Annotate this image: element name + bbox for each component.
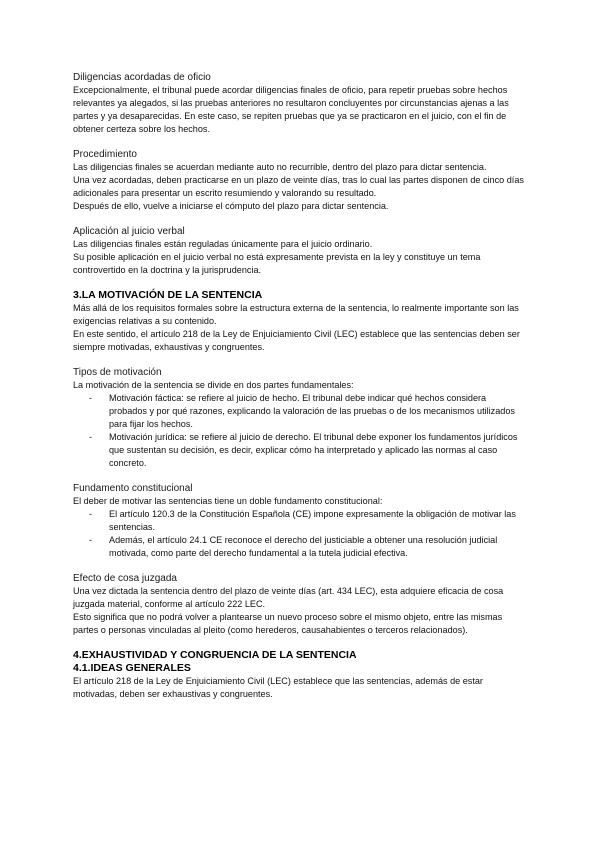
tipos-list — [73, 392, 525, 470]
subsection-title-procedimiento: Procedimiento — [73, 149, 137, 160]
subsection-title-diligencias: Diligencias acordadas de oficio — [73, 72, 211, 83]
subsection-title-aplicacion: Aplicación al juicio verbal — [73, 226, 185, 237]
list-item-text: El artículo 120.3 de la Constitución Española (CE) impone expresamente la obligación de motivar las sentencias. — [109, 509, 516, 532]
paragraph: Las diligencias finales están reguladas únicamente para el juicio ordinario. — [73, 239, 373, 249]
fundamento-list — [73, 508, 525, 560]
paragraph: Una vez dictada la sentencia dentro del plazo de veinte días (art. 434 LEC), esta adquiere eficacia de cosa juzgada material, conforme al artículo 222 LEC. — [73, 586, 504, 609]
subsection-title-cosa-juzgada: Efecto de cosa juzgada — [73, 573, 177, 584]
dash-bullet: - — [89, 509, 93, 519]
section-heading-motivacion: 3.LA MOTIVACIÓN DE LA SENTENCIA — [73, 289, 263, 301]
list-item — [73, 431, 525, 470]
list-item — [73, 534, 525, 560]
list-item — [73, 508, 525, 534]
dash-bullet: - — [89, 393, 93, 403]
paragraph: El deber de motivar las sentencias tiene un doble fundamento constitucional: — [73, 496, 383, 506]
section-heading-exhaustividad: 4.EXHAUSTIVIDAD Y CONGRUENCIA DE LA SENTENCIA — [73, 649, 357, 661]
document-body — [73, 71, 525, 701]
list-item — [73, 392, 525, 431]
dash-bullet: - — [89, 432, 93, 442]
paragraph: El artículo 218 de la Ley de Enjuiciamiento Civil (LEC) establece que las sentencias, además de estar motivadas, deben ser exhaustivas y congruentes. — [73, 676, 483, 699]
subsection-title-fundamento: Fundamento constitucional — [73, 483, 193, 494]
subsection-title-tipos: Tipos de motivación — [73, 367, 162, 378]
paragraph: Más allá de los requisitos formales sobre la estructura externa de la sentencia, lo realmente importante son las exigencias relativas a su contenido. — [73, 303, 519, 326]
list-item-text: Además, el artículo 24.1 CE reconoce el derecho del justiciable a obtener una resolución judicial motivada, como parte del derecho fundamental a la tutela judicial efectiva. — [109, 535, 498, 558]
paragraph: Después de ello, vuelve a iniciarse el cómputo del plazo para dictar sentencia. — [73, 201, 389, 211]
paragraph: Excepcionalmente, el tribunal puede acordar diligencias finales de oficio, para repetir pruebas sobre hechos relevantes ya alegados, si las pruebas anteriores no resultaron concluyentes por circunstancias ajenas a las partes y ya desaparecidas. En este caso, se repiten pruebas que ya se practicaron en el juicio, con el fin de obtener certeza sobre los hechos. — [73, 85, 509, 134]
list-item-text: Motivación fáctica: se refiere al juicio de hecho. El tribunal debe indicar qué hechos considera probados y por qué razones, explicando la valoración de las pruebas o de los mecanismos utilizados para fijar los hechos. — [109, 393, 515, 429]
list-item-text: Motivación jurídica: se refiere al juicio de derecho. El tribunal debe exponer los fundamentos jurídicos que sustentan su decisión, es decir, explicar cómo ha interpretado y aplicado las normas al caso concreto. — [109, 432, 518, 468]
paragraph: En este sentido, el artículo 218 de la Ley de Enjuiciamiento Civil (LEC) establece que las sentencias deben ser siempre motivadas, exhaustivas y congruentes. — [73, 329, 520, 352]
dash-bullet: - — [89, 535, 93, 545]
subsection-heading-ideas-generales: 4.1.IDEAS GENERALES — [73, 662, 191, 674]
paragraph: Una vez acordadas, deben practicarse en un plazo de veinte días, tras lo cual las partes disponen de cinco días adicionales para presentar un escrito resumiendo y valorando su resultado. — [73, 175, 524, 198]
paragraph: La motivación de la sentencia se divide en dos partes fundamentales: — [73, 380, 354, 390]
paragraph: Esto significa que no podrá volver a plantearse un nuevo proceso sobre el mismo objeto, entre las mismas partes o personas vinculadas al pleito (como herederos, causahabientes o terceros relacionados). — [73, 612, 503, 635]
paragraph: Las diligencias finales se acuerdan mediante auto no recurrible, dentro del plazo para dictar sentencia. — [73, 162, 487, 172]
paragraph: Su posible aplicación en el juicio verbal no está expresamente prevista en la ley y constituye un tema controvertido en la doctrina y la jurisprudencia. — [73, 252, 481, 275]
